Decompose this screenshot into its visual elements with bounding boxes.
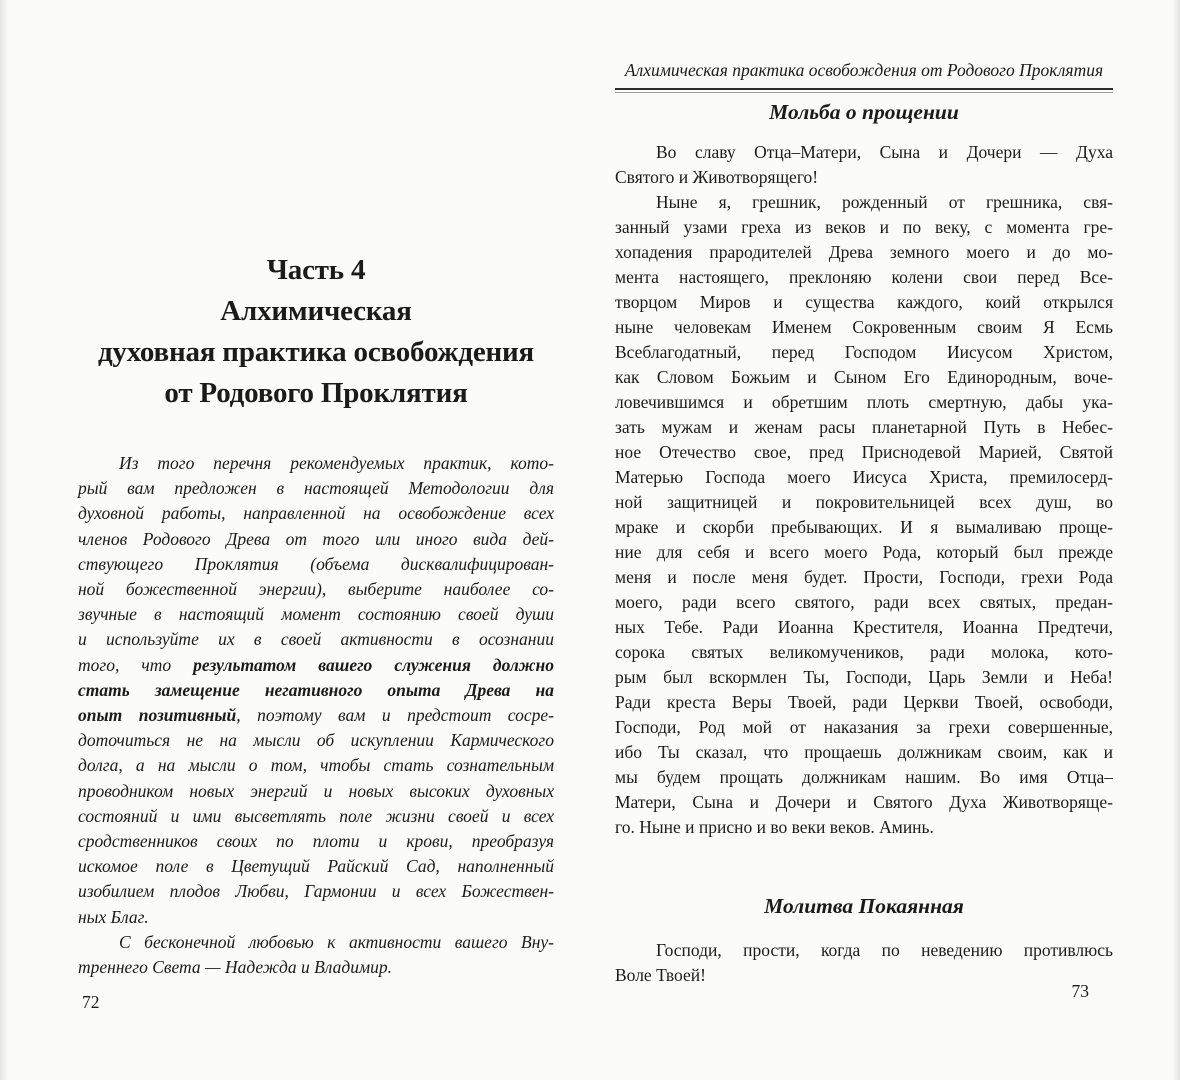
text-line: творцом Миров и существа каждого, коий открылся — [615, 292, 1113, 312]
heading-line: Алхимическая — [220, 295, 412, 327]
text-line: Господи, прости, когда по неведению противлюсь — [656, 940, 1113, 960]
text-line: проводником новых энергий и новых высоких духовных — [78, 780, 554, 801]
text-line: мы будем прощать должникам нашим. Во имя Отца– — [615, 767, 1113, 787]
paragraph — [78, 930, 554, 980]
page-left — [78, 0, 554, 1080]
scan-edge-left — [0, 0, 8, 1080]
text-line: изобилием плодов Любви, Гармонии и всех Божествен- — [78, 881, 554, 902]
text-line: Святого и Животворящего! — [615, 167, 819, 187]
running-header: Алхимическая практика освобождения от Родового Проклятия — [615, 60, 1113, 90]
text-line: доточиться не на мысли об искуплении Кармического — [78, 730, 554, 751]
heading-line: Часть 4 — [266, 254, 366, 286]
text-line: занный узами греха из веков и по веку, с момента гре- — [615, 217, 1113, 237]
text-line: Во славу Отца–Матери, Сына и Дочери — Духа — [656, 142, 1113, 162]
text-line: Всеблагодатный, перед Господом Иисусом Христом, — [615, 342, 1113, 362]
text-line: Господи, Род мой от наказания за грехи совершенные, — [615, 717, 1113, 737]
text-line: и используйте их в своей активности в осознании — [78, 629, 554, 650]
paragraph — [615, 190, 1113, 840]
page-right — [615, 0, 1113, 1080]
paragraph — [78, 451, 554, 930]
text-line: как Словом Божьим и Сыном Его Единородным, воче- — [615, 367, 1113, 387]
text-line: ствующего Проклятия (объема дисквалифицирован- — [78, 553, 554, 574]
section-heading-molitva: Молитва Покаянная — [764, 894, 964, 918]
text-line: того, что результатом вашего служения должно — [78, 654, 554, 675]
text-line: Ради креста Веры Твоей, ради Церкви Твоей, освободи, — [615, 692, 1113, 712]
paragraph — [615, 938, 1113, 988]
text-line: ние для себя и всего моего Рода, который был прежде — [615, 542, 1113, 562]
text-line: Матери, Сына и Дочери и Святого Духа Животворяще- — [615, 792, 1113, 812]
text-line: го. Ныне и присно и во веки веков. Аминь. — [615, 817, 934, 837]
text-line: опыт позитивный, поэтому вам и предстоит сосре- — [78, 705, 554, 726]
text-line: членов Родового Древа от того или иного вида дей- — [78, 528, 554, 549]
text-line: сродственников своих по плоти и крови, преобразуя — [78, 831, 554, 852]
heading-line: от Родового Проклятия — [164, 377, 468, 409]
right-body-text — [615, 140, 1113, 840]
text-line: звучные в настоящий момент состоянию своей души — [78, 604, 554, 625]
text-line: ной защитницей и покровительницей всех душ, во — [615, 492, 1113, 512]
text-line: хопадения прародителей Древа земного моего и до мо- — [615, 242, 1113, 262]
text-line: С бесконечной любовью к активности вашего Вну- — [119, 931, 554, 952]
text-line: ных Тебе. Ради Иоанна Крестителя, Иоанна Предтечи, — [615, 617, 1113, 637]
text-line: сорока святых великомучеников, ради молока, кото- — [615, 642, 1113, 662]
page-number-left: 72 — [82, 992, 100, 1012]
text-line: ныне человекам Именем Сокровенным своим Я Есмь — [615, 317, 1113, 337]
chapter-heading — [78, 250, 554, 414]
scan-edge-right — [1172, 0, 1180, 1080]
text-line: меня и после меня будет. Прости, Господи, грехи Рода — [615, 567, 1113, 587]
text-line: Из того перечня рекомендуемых практик, кото- — [119, 453, 554, 473]
text-line: духовной работы, направленной на освобождение всех — [78, 503, 554, 524]
text-line: зать мужам и женам расы планетарной Путь в Небес- — [615, 417, 1113, 437]
text-line: мента настоящего, преклоняю колени свои перед Все- — [615, 267, 1113, 287]
text-line: ловечившимся и обретшим плоть смертную, дабы ука- — [615, 392, 1113, 412]
text-line: моего, ради всего святого, ради всех святых, предан- — [615, 592, 1113, 612]
text-line: Ныне я, грешник, рожденный от грешника, свя- — [656, 192, 1113, 212]
section-heading-molba: Мольба о прощении — [769, 100, 959, 124]
left-body-text — [78, 451, 554, 980]
text-line: рым был вскормлен Ты, Господи, Царь Земли и Неба! — [615, 667, 1113, 687]
text-line: мраке и скорби пребывающих. И я вымаливаю проще- — [615, 517, 1113, 537]
text-line: долга, а на мысли о том, чтобы стать сознательным — [78, 755, 554, 776]
text-line: состояний и ими высветлять поле жизни своей и всех — [78, 805, 554, 826]
text-line: ных Благ. — [78, 906, 149, 927]
text-line: ное Отечество свое, пред Приснодевой Марией, Святой — [615, 442, 1113, 462]
text-line: рый вам предложен в настоящей Методологии для — [78, 478, 554, 499]
text-line: Воле Твоей! — [615, 965, 706, 985]
text-line: ибо Ты сказал, что прощаешь должникам своим, как и — [615, 742, 1113, 762]
heading-line: духовная практика освобождения — [97, 336, 535, 368]
text-line: стать замещение негативного опыта Древа на — [78, 679, 554, 700]
text-line: Матерью Господа моего Иисуса Христа, премилосерд- — [615, 467, 1113, 487]
text-line: треннего Света — Надежда и Владимир. — [78, 957, 393, 978]
right-body2-text — [615, 938, 1113, 988]
paragraph — [615, 140, 1113, 190]
text-line: ной божественной энергии), выберите наиболее со- — [78, 579, 554, 600]
text-line: искомое поле в Цветущий Райский Сад, наполненный — [78, 856, 554, 877]
page-number-right: 73 — [1071, 981, 1089, 1001]
